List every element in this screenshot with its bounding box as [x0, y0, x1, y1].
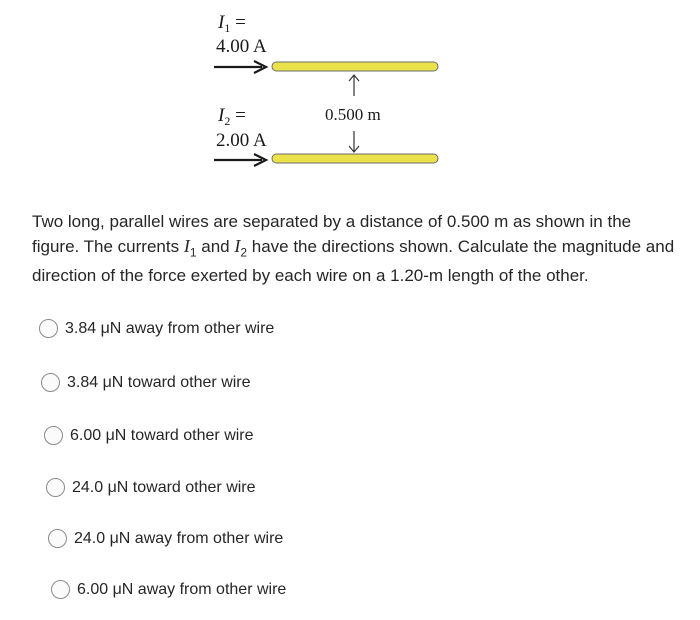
answer-option-5[interactable] — [48, 529, 283, 548]
answer-option-4[interactable] — [46, 478, 256, 497]
option-label: 24.0 μN away from other wire — [74, 529, 284, 547]
current-arrow-icon — [214, 154, 266, 166]
radio-button[interactable] — [44, 426, 63, 445]
answer-option-3[interactable] — [44, 426, 254, 445]
option-label: 6.00 μN away from other wire — [77, 580, 287, 598]
radio-button[interactable] — [41, 373, 60, 392]
i1-value: 4.00 A — [216, 36, 267, 57]
answer-option-6[interactable] — [51, 580, 286, 599]
down-arrow-icon — [349, 131, 359, 152]
option-label: 3.84 μN away from other wire — [65, 319, 275, 337]
answer-option-1[interactable] — [39, 319, 274, 338]
radio-button[interactable] — [46, 478, 65, 497]
option-label: 6.00 μN toward other wire — [70, 426, 254, 444]
answer-option-2[interactable] — [41, 373, 251, 392]
question-text: Two long, parallel wires are separated by a distance of 0.500 m as shown in the figure. The currents $I_1$ and $I_2$ have the directions shown. Calculate the magnitude and direction of the force exerted by each wire on a 1.20-m length of the other. — [32, 212, 675, 286]
separation-label: 0.500 m — [325, 105, 381, 124]
i2-value: 2.00 A — [216, 130, 267, 151]
wire-2 — [272, 154, 438, 163]
radio-button[interactable] — [48, 529, 67, 548]
i1-label: $I_1$ = — [218, 12, 246, 35]
current-arrow-icon — [214, 61, 266, 73]
wire-1 — [272, 62, 438, 71]
wires-figure — [0, 0, 700, 200]
option-label: 3.84 μN toward other wire — [67, 373, 251, 391]
i2-label: $I_2$ = — [218, 105, 246, 128]
radio-button[interactable] — [51, 580, 70, 599]
up-arrow-icon — [349, 75, 359, 96]
radio-button[interactable] — [39, 319, 58, 338]
option-label: 24.0 μN toward other wire — [72, 478, 256, 496]
